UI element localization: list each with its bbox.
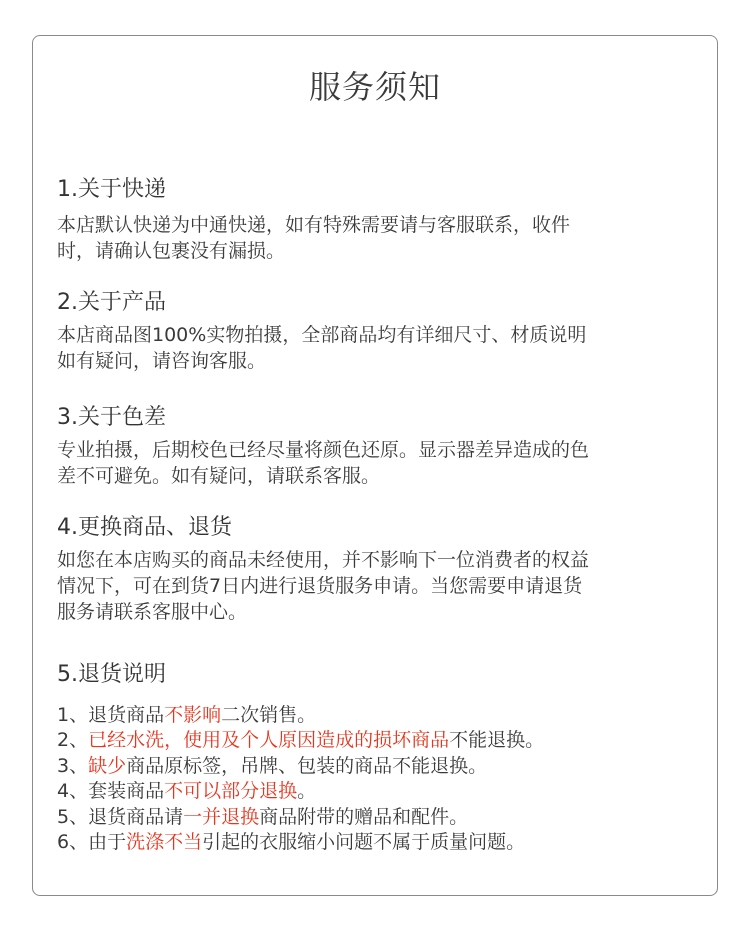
- section-body-exchange: [57, 547, 697, 625]
- highlight-text: 洗涤不当: [126, 830, 203, 853]
- body-line: 服务请联系客服中心。: [57, 601, 248, 623]
- item-text: 引起的衣服缩小问题不属于质量问题。: [202, 830, 526, 853]
- section-body-express: [57, 212, 697, 264]
- section-body-color: [57, 437, 697, 489]
- item-text: 商品原标签，吊牌、包装的商品不能退换。: [126, 754, 488, 777]
- item-text: 。: [297, 780, 317, 803]
- body-line: 时，请确认包裹没有漏损。: [57, 240, 286, 262]
- section-heading-product: 2.关于产品: [57, 290, 166, 315]
- highlight-text: 不影响: [164, 704, 222, 726]
- highlight-text: 已经水洗，使用及个人原因造成的损坏商品: [88, 729, 450, 752]
- body-line: 本店商品图100%实物拍摄，全部商品均有详细尺寸、材质说明: [57, 324, 587, 346]
- body-line: 如您在本店购买的商品未经使用，并不影响下一位消费者的权益: [57, 549, 590, 571]
- section-heading-color: 3.关于色差: [57, 405, 166, 430]
- returns-item-1: [57, 703, 544, 728]
- item-text: 3、: [57, 754, 89, 777]
- section-body-product: [57, 322, 697, 374]
- body-line: 差不可避免。如有疑问，请联系客服。: [57, 465, 381, 487]
- returns-list: [57, 703, 544, 855]
- item-text: 4、套装商品: [57, 780, 165, 803]
- returns-item-2: [57, 728, 544, 753]
- page-title: 服务须知: [308, 68, 441, 106]
- section-heading-express: 1.关于快递: [57, 177, 166, 202]
- body-line: 情况下，可在到货7日内进行退货服务申请。当您需要申请退货: [57, 575, 583, 597]
- section-heading-returns: 5.退货说明: [57, 662, 166, 687]
- returns-item-5: [57, 805, 544, 830]
- item-text: 5、退货商品请: [57, 805, 184, 828]
- item-text: 不能退换。: [449, 729, 545, 752]
- item-text: 二次销售。: [221, 704, 317, 726]
- item-text: 1、退货商品: [57, 704, 165, 726]
- highlight-text: 缺少: [88, 754, 127, 777]
- returns-item-3: [57, 754, 544, 779]
- item-text: 2、: [57, 729, 89, 752]
- highlight-text: 不可以部分退换: [164, 780, 298, 803]
- body-line: 本店默认快递为中通快递，如有特殊需要请与客服联系，收件: [57, 214, 571, 236]
- item-text: 6、由于: [57, 830, 127, 853]
- returns-item-6: [57, 830, 544, 855]
- item-text: 商品附带的赠品和配件。: [259, 805, 469, 828]
- body-line: 专业拍摄，后期校色已经尽量将颜色还原。显示器差异造成的色: [57, 439, 590, 461]
- section-heading-exchange: 4.更换商品、退货: [57, 515, 232, 540]
- returns-item-4: [57, 779, 544, 804]
- body-line: 如有疑问，请咨询客服。: [57, 350, 267, 372]
- highlight-text: 一并退换: [183, 805, 260, 828]
